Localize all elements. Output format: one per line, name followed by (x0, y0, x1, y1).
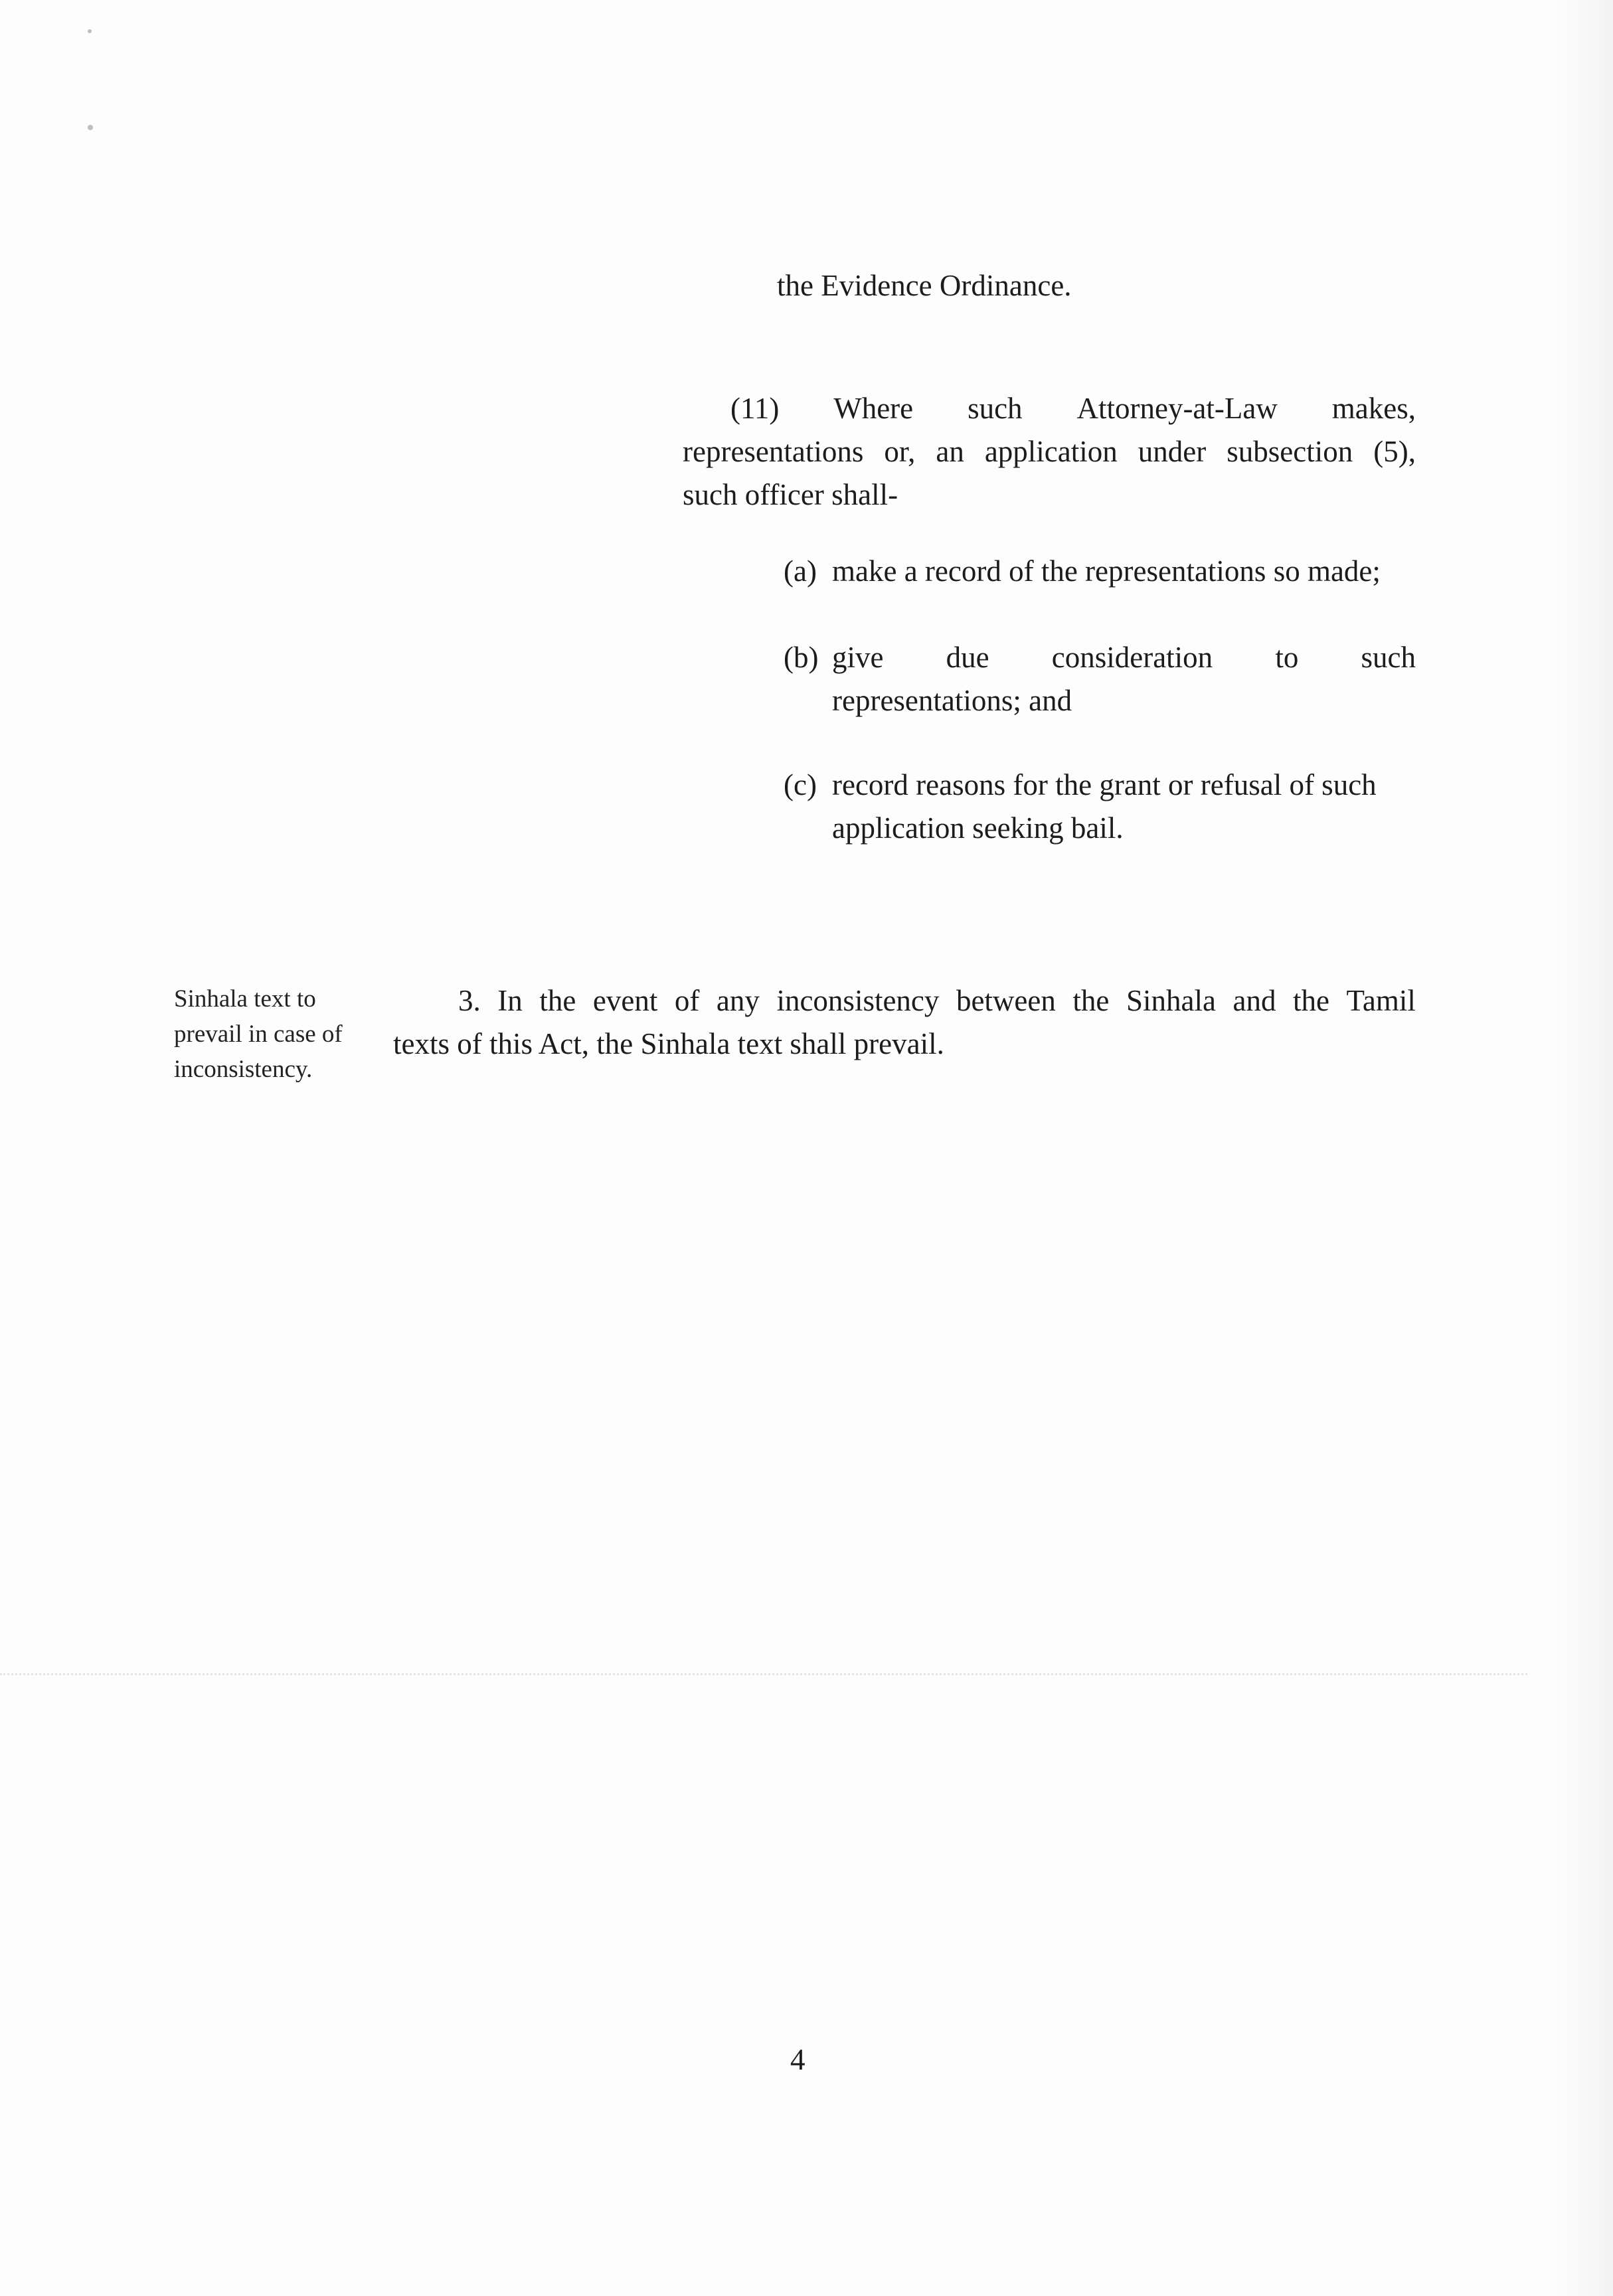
word: to (1275, 641, 1299, 674)
word: any (716, 984, 760, 1017)
word: consideration (1051, 641, 1213, 674)
word: Sinhala (1126, 984, 1216, 1017)
scan-speck (88, 125, 93, 130)
word: an (936, 435, 964, 468)
word: inconsistency (776, 984, 940, 1017)
word: and (1232, 984, 1276, 1017)
section-number: 3. (458, 984, 481, 1017)
word: Tamil (1346, 984, 1416, 1017)
word: such (968, 392, 1023, 425)
word: of (674, 984, 700, 1017)
section-3-line-2: texts of this Act, the Sinhala text shall prevail. (393, 1027, 944, 1060)
word: Where (833, 392, 914, 425)
item-b-label: (b) (784, 641, 819, 674)
word: event (592, 984, 658, 1017)
item-c-line-2: application seeking bail. (832, 811, 1124, 845)
scan-edge-shading (1553, 0, 1613, 2296)
word: the (1293, 984, 1329, 1017)
item-b-line-1 (832, 636, 1416, 679)
word: or, (884, 435, 916, 468)
item-a-text: make a record of the representations so made; (832, 554, 1381, 588)
subsection-number: (11) (730, 392, 780, 425)
marginal-note-line-1: Sinhala text to (174, 985, 316, 1013)
word: application (984, 435, 1118, 468)
item-a-label: (a) (784, 554, 817, 588)
scan-artifact-line (0, 1673, 1527, 1675)
item-c-line-1: record reasons for the grant or refusal of such (832, 768, 1377, 801)
item-c-label: (c) (784, 768, 817, 801)
section-3-line-1 (458, 979, 1416, 1022)
word: such (1361, 641, 1416, 674)
word: under (1138, 435, 1207, 468)
word: subsection (1227, 435, 1353, 468)
page-number: 4 (790, 2043, 806, 2076)
word: In (497, 984, 523, 1017)
word: representations (683, 435, 864, 468)
word: Attorney-at-Law (1076, 392, 1278, 425)
continuation-line: the Evidence Ordinance. (777, 269, 1072, 302)
scan-speck (88, 29, 92, 33)
subsection-11-line-3: such officer shall- (683, 478, 898, 511)
subsection-11-line-2 (683, 430, 1416, 473)
word: (5), (1373, 435, 1416, 468)
word: due (946, 641, 989, 674)
subsection-11-line-1 (730, 387, 1416, 430)
item-b-line-2: representations; and (832, 684, 1072, 717)
word: makes, (1331, 392, 1416, 425)
word: the (539, 984, 576, 1017)
word: give (832, 641, 884, 674)
marginal-note-line-2: prevail in case of (174, 1021, 343, 1048)
word: between (956, 984, 1056, 1017)
marginal-note-line-3: inconsistency. (174, 1056, 313, 1083)
word: the (1072, 984, 1110, 1017)
